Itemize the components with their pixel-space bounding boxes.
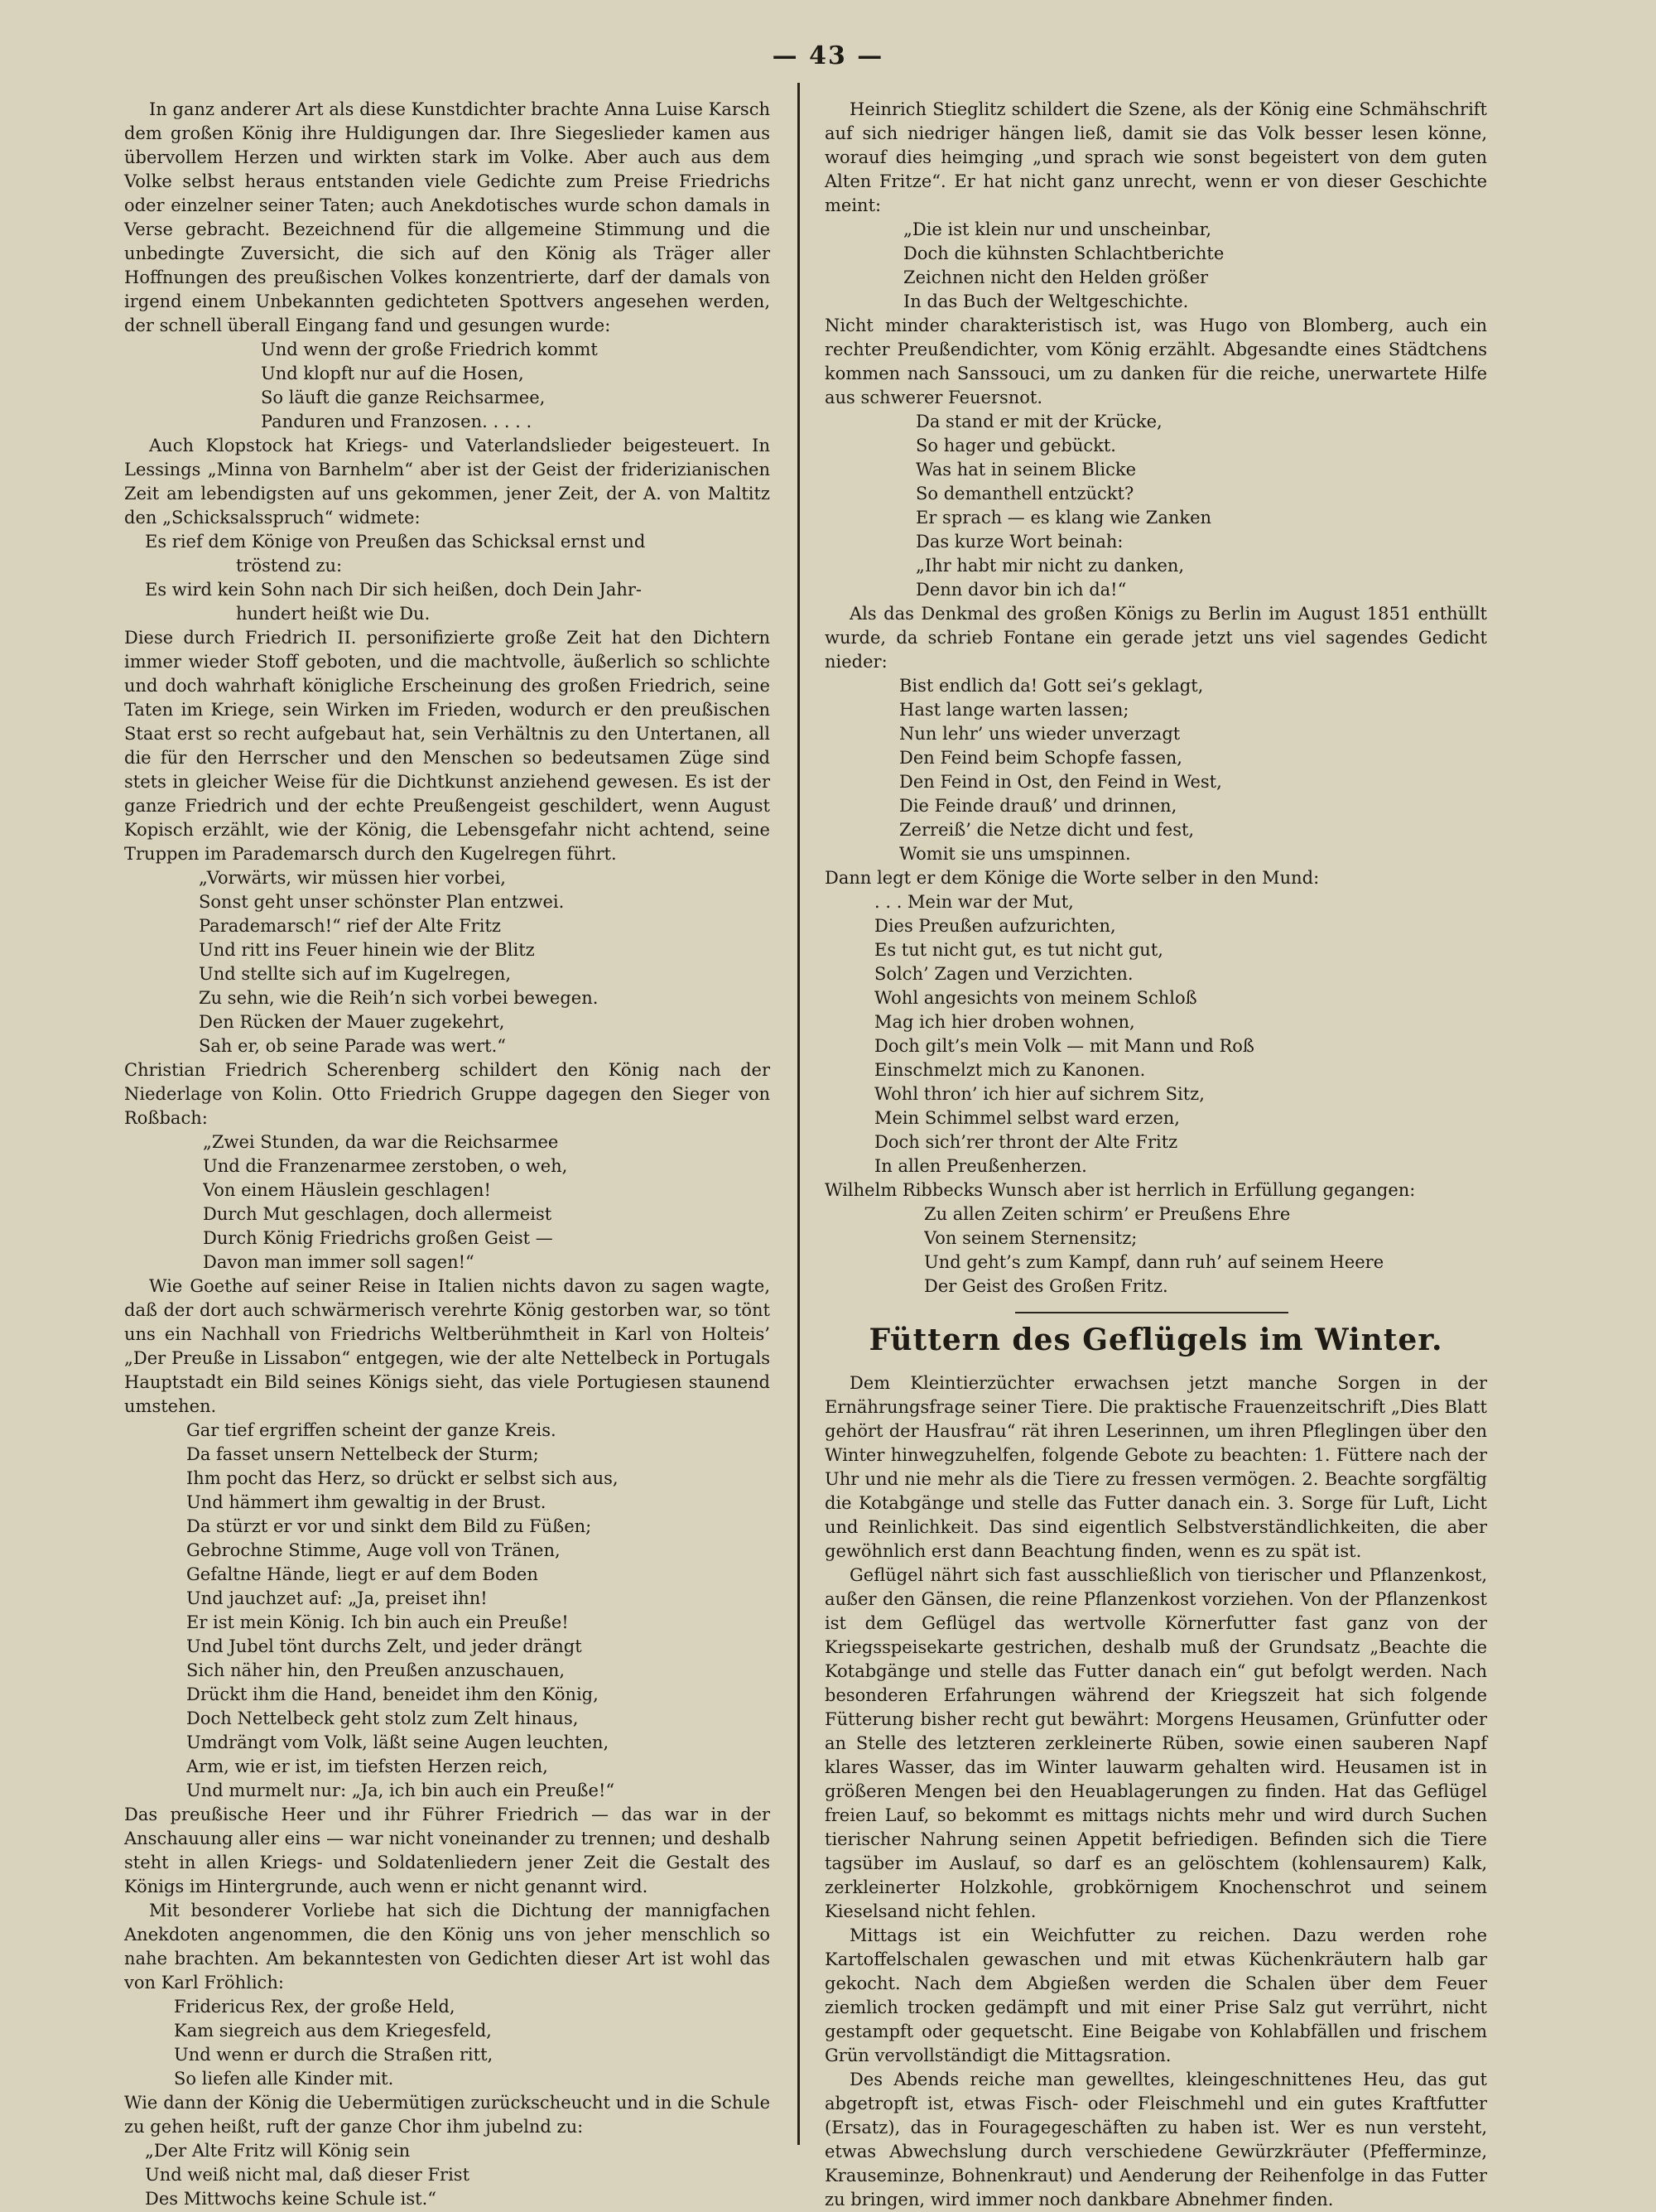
verse-line: Doch die kühnsten Schlachtberichte <box>903 243 1225 263</box>
verse-line: Kam siegreich aus dem Kriegesfeld, <box>174 2021 492 2041</box>
verse-line: Die Feinde drauß’ und drinnen, <box>899 796 1177 816</box>
paragraph: Auch Klopstock hat Kriegs- und Vaterlandslieder beigesteuert. In Lessings „Minna von Barnhelm“ aber ist der Geist der friderizianischen Zeit am lebendigsten auf uns gekommen, jener Zeit, der A. von Maltitz den „Schicksalsspruch“ widmete: <box>124 436 770 528</box>
verse-line: In das Buch der Weltgeschichte. <box>903 292 1189 311</box>
verse-line: Und wenn er durch die Straßen ritt, <box>174 2045 493 2065</box>
paragraph: Wie Goethe auf seiner Reise in Italien nichts davon zu sagen wagte, daß der dort auch schwärmerisch verehrte König gestorben war, so tönt uns ein Nachhall von Friedrichs Weltberühmtheit in Karl von Holteis’ „Der Preuße in Lissabon“ entgegen, wie der alte Nettelbeck in Portugals Hauptstadt ein Bild seines Königs sieht, das viele Portugiesen staunend umstehen. <box>124 1276 770 1416</box>
verse-line: „Die ist klein nur und unscheinbar, <box>903 219 1212 239</box>
verse-line: So demanthell entzückt? <box>916 484 1134 504</box>
verse-line: Zeichnen nicht den Helden größer <box>903 267 1209 287</box>
verse-line: Und wenn der große Friedrich kommt <box>261 340 598 359</box>
verse-line: Und stellte sich auf im Kugelregen, <box>199 964 512 984</box>
verse-line: Es tut nicht gut, es tut nicht gut, <box>874 940 1163 960</box>
verse-line: „Vorwärts, wir müssen hier vorbei, <box>199 868 506 888</box>
verse-line: Gebrochne Stimme, Auge voll von Tränen, <box>186 1540 561 1560</box>
paragraph: Als das Denkmal des großen Königs zu Berlin im August 1851 enthüllt wurde, da schrieb Fontane ein gerade jetzt uns viel sagendes Gedicht nieder: <box>825 604 1487 672</box>
paragraph: Das preußische Heer und ihr Führer Friedrich — das war in der Anschauung aller eins — war nicht voneinander zu trennen; und deshalb steht in allen Kriegs- und Soldatenliedern jener Zeit die Gestalt des Königs im Hintergrunde, auch wenn er nicht genannt wird. <box>124 1805 770 1896</box>
verse-line: Des Mittwochs keine Schule ist.“ <box>145 2189 437 2209</box>
paragraph: Des Abends reiche man gewelltes, kleingeschnittenes Heu, das gut abgetropft ist, etwas Fisch- oder Fleischmehl und ein gutes Kraftfutter (Ersatz), das in Fouragegeschäften zu haben ist. Wer es nun versteht, etwas Abwechslung durch verschiedene Gewürzkräuter (Pfefferminze, Krauseminze, Bohnenkraut) und Aenderung der Reihenfolge in das Futter zu bringen, wird immer noch dankbare Abnehmer finden. <box>825 2070 1487 2210</box>
verse-line: Dies Preußen aufzurichten, <box>874 916 1116 936</box>
paragraph: Geflügel nährt sich fast ausschließlich von tierischer und Pflanzenkost, außer den Gänsen, die reine Pflanzenkost vorziehen. Von der Pflanzenkost ist dem Geflügel das wertvolle Körnerfutter fast ganz von der Kriegsspeisekarte gestrichen, deshalb muß der Grundsatz „Beachte die Kotabgänge und stelle das Futter danach ein“ gut befolgt werden. Nach besonderen Erfahrungen während der Kriegszeit hat sich folgende Fütterung bisher recht gut bewährt: Morgens Heusamen, Grünfutter oder an Stelle des letzteren zerkleinerte Rüben, sowie einen sauberen Napf klares Wasser, das im Winter lauwarm gehalten wird. Heusamen ist in größeren Mengen bei den Heuablagerungen zu finden. Hat das Geflügel freien Lauf, so bekommt es mittags nichts mehr und wird durch Suchen tierischer Nahrung seinen Appetit befriedigen. Befinden sich die Tiere tagsüber im Auslauf, so darf es an gelöschtem (kohlensaurem) Kalk, zerkleinerter Holzkohle, grobkörnigem Knochenschrot und seinem Kieselsand nicht fehlen. <box>825 1565 1487 1921</box>
verse-line: Er ist mein König. Ich bin auch ein Preuße! <box>186 1612 569 1632</box>
verse-line: „Zwei Stunden, da war die Reichsarmee <box>203 1132 559 1152</box>
verse-line: Den Rücken der Mauer zugekehrt, <box>199 1012 505 1032</box>
left-column <box>124 98 770 2211</box>
verse-line: Wohl thron’ ich hier auf sichrem Sitz, <box>874 1084 1205 1104</box>
section-divider <box>1015 1312 1288 1313</box>
verse-line: So läuft die ganze Reichsarmee, <box>261 388 546 407</box>
verse-line: Drückt ihm die Hand, beneidet ihm den König, <box>186 1684 599 1704</box>
right-column <box>825 98 1487 2212</box>
verse-block <box>124 338 770 434</box>
verse-line: In allen Preußenherzen. <box>874 1156 1087 1176</box>
verse-block <box>825 410 1487 602</box>
paragraph: Diese durch Friedrich II. personifizierte große Zeit hat den Dichtern immer wieder Stoff geboten, und die machtvolle, äußerlich so schlichte und doch wahrhaft königliche Erscheinung des großen Friedrich, seine Taten im Kriege, sein Wirken im Frieden, wodurch er den preußischen Staat erst so recht aufgebaut hat, sein Verhältnis zu den Untertanen, all die für den Herrscher und den Menschen so bedeutsamen Züge sind stets in gleicher Weise für die Dichtkunst anziehend gewesen. Es ist der ganze Friedrich und der echte Preußengeist geschildert, wenn August Kopisch erzählt, wie der König, die Lebensgefahr nicht achtend, seine Truppen im Parademarsch durch den Kugelregen führt. <box>124 628 770 864</box>
verse-line: Solch’ Zagen und Verzichten. <box>874 964 1134 984</box>
verse-block <box>825 1202 1487 1299</box>
verse-line: Das kurze Wort beinah: <box>916 532 1124 552</box>
verse-line: Zu allen Zeiten schirm’ er Preußens Ehre <box>924 1204 1291 1224</box>
verse-block <box>124 530 770 626</box>
verse-block <box>124 1995 770 2091</box>
page-number: — 43 — <box>772 41 884 70</box>
verse-line: Parademarsch!“ rief der Alte Fritz <box>199 916 501 936</box>
verse-line: Doch Nettelbeck geht stolz zum Zelt hinaus, <box>186 1708 579 1728</box>
verse-line: Womit sie uns umspinnen. <box>899 844 1131 864</box>
verse-line: Der Geist des Großen Fritz. <box>924 1276 1168 1296</box>
verse-line: Gefaltne Hände, liegt er auf dem Boden <box>186 1564 538 1584</box>
verse-line: Den Feind beim Schopfe fassen, <box>899 748 1182 768</box>
verse-line: Nun lehr’ uns wieder unverzagt <box>899 724 1181 744</box>
verse-line: Davon man immer soll sagen!“ <box>203 1252 474 1272</box>
verse-line: „Ihr habt mir nicht zu danken, <box>916 556 1185 576</box>
paragraph: Nicht minder charakteristisch ist, was Hugo von Blomberg, auch ein rechter Preußendichter, vom König erzählt. Abgesandte eines Städtchens kommen nach Sanssouci, um zu danken für die reiche, unerwartete Hilfe aus schwerer Feuersnot. <box>825 316 1487 407</box>
paragraph: Christian Friedrich Scherenberg schildert den König nach der Niederlage von Kolin. Otto Friedrich Gruppe dagegen den Sieger von Roßbach: <box>124 1060 770 1128</box>
verse-line: Einschmelzt mich zu Kanonen. <box>874 1060 1146 1080</box>
verse-line: Zerreiß’ die Netze dicht und fest, <box>899 820 1195 840</box>
verse-line: Mein Schimmel selbst ward erzen, <box>874 1108 1180 1128</box>
verse-line: Und hämmert ihm gewaltig in der Brust. <box>186 1492 546 1512</box>
verse-line: Und murmelt nur: „Ja, ich bin auch ein Preuße!“ <box>186 1781 615 1800</box>
verse-line: Gar tief ergriffen scheint der ganze Kreis. <box>186 1420 556 1440</box>
verse-line: Durch Mut geschlagen, doch allermeist <box>203 1204 552 1224</box>
paragraph: Mittags ist ein Weichfutter zu reichen. Dazu werden rohe Kartoffelschalen gewaschen und mit etwas Küchenkräutern halb gar gekocht. Nach dem Abgießen werden die Schalen über dem Feuer ziemlich trocken gedämpft und mit einer Prise Salz gut verrührt, nicht gestampft oder gequetscht. Eine Beigabe von Kohlabfällen und frischem Grün vervollständigt die Mittagsration. <box>825 1925 1487 2065</box>
verse-line: Wohl angesichts von meinem Schloß <box>874 988 1197 1008</box>
verse-line: Hast lange warten lassen; <box>899 700 1129 720</box>
verse-line: Durch König Friedrichs großen Geist — <box>203 1228 553 1248</box>
verse-block <box>825 674 1487 866</box>
paragraph: Wie dann der König die Uebermütigen zurückscheucht und in die Schule zu gehen heißt, ruft der ganze Chor ihm jubelnd zu: <box>124 2093 770 2137</box>
verse-line: Da fasset unsern Nettelbeck der Sturm; <box>186 1444 539 1464</box>
article-heading: Füttern des Geflügels im Winter. <box>869 1323 1443 1357</box>
verse-line: So liefen alle Kinder mit. <box>174 2069 394 2089</box>
paragraph: Dem Kleintierzüchter erwachsen jetzt manche Sorgen in der Ernährungsfrage seiner Tiere. Die praktische Frauenzeitschrift „Dies Blatt gehört der Hausfrau“ rät ihren Leserinnen, um ihren Pfleglingen über den Winter hinwegzuhelfen, folgende Gebote zu beachten: 1. Füttere nach der Uhr und nie mehr als die Tiere zu fressen vermögen. 2. Beachte sorgfältig die Kotabgänge und stelle das Futter danach ein. 3. Sorge für Luft, Licht und Reinlichkeit. Das sind eigentlich Selbstverständlichkeiten, die aber gewöhnlich erst dann Beachtung finden, wenn es zu spät ist. <box>825 1373 1487 1561</box>
verse-block <box>124 866 770 1058</box>
verse-block <box>124 1419 770 1803</box>
paragraph: Wilhelm Ribbecks Wunsch aber ist herrlich in Erfüllung gegangen: <box>825 1180 1416 1200</box>
verse-line: Fridericus Rex, der große Held, <box>174 1997 455 2017</box>
paragraph: Dann legt er dem Könige die Worte selber in den Mund: <box>825 868 1320 888</box>
verse-line: Sich näher hin, den Preußen anzuschauen, <box>186 1660 566 1680</box>
paragraph: In ganz anderer Art als diese Kunstdichter brachte Anna Luise Karsch dem großen König ihre Huldigungen dar. Ihre Siegeslieder kamen aus übervollem Herzen und wirkten stark im Volke. Aber auch aus dem Volke selbst heraus entstanden viele Gedichte zum Preise Friedrichs oder einzelner seiner Taten; auch Anekdotisches wurde schon damals in Verse gebracht. Bezeichnend für die allgemeine Stimmung und die unbedingte Zuversicht, die sich auf den König als Träger aller Hoffnungen des preußischen Volkes konzentrierte, darf der damals von irgend einem Unbekannten gedichteten Spottvers angesehen werden, der schnell überall Eingang fand und gesungen wurde: <box>124 99 770 335</box>
paragraph: Heinrich Stieglitz schildert die Szene, als der König eine Schmähschrift auf sich niedriger hängen ließ, damit sie das Volk besser lesen könne, worauf dies heimging „und sprach wie sonst begeistert von dem guten Alten Fritze“. Er hat nicht ganz unrecht, wenn er von dieser Geschichte meint: <box>825 99 1487 215</box>
verse-line: „Der Alte Fritz will König sein <box>145 2141 411 2161</box>
verse-line: hundert heißt wie Du. <box>236 604 431 624</box>
verse-line: . . . Mein war der Mut, <box>874 892 1074 912</box>
verse-line: Bist endlich da! Gott sei’s geklagt, <box>899 676 1204 696</box>
verse-line: Und die Franzenarmee zerstoben, o weh, <box>203 1156 568 1176</box>
verse-line: Umdrängt vom Volk, läßt seine Augen leuchten, <box>186 1732 609 1752</box>
verse-line: Mag ich hier droben wohnen, <box>874 1012 1135 1032</box>
column-rule <box>797 83 800 2145</box>
verse-line: Von einem Häuslein geschlagen! <box>203 1180 491 1200</box>
verse-line: Zu sehn, wie die Reih’n sich vorbei bewegen. <box>199 988 599 1008</box>
verse-block <box>825 218 1487 314</box>
verse-line: Und geht’s zum Kampf, dann ruh’ auf seinem Heere <box>924 1252 1384 1272</box>
verse-line: Was hat in seinem Blicke <box>916 460 1137 480</box>
verse-line: Und weiß nicht mal, daß dieser Frist <box>145 2165 470 2185</box>
verse-block <box>124 1130 770 1275</box>
verse-line: Er sprach — es klang wie Zanken <box>916 508 1212 528</box>
verse-line: Panduren und Franzosen. . . . . <box>261 412 532 431</box>
verse-line: Da stand er mit der Krücke, <box>916 412 1163 431</box>
verse-line: Und klopft nur auf die Hosen, <box>261 364 524 383</box>
verse-line: Es wird kein Sohn nach Dir sich heißen, doch Dein Jahr- <box>145 580 643 600</box>
verse-block <box>825 890 1487 1178</box>
verse-block <box>124 2139 770 2211</box>
verse-line: Doch gilt’s mein Volk — mit Mann und Roß <box>874 1036 1254 1056</box>
verse-line: tröstend zu: <box>236 556 343 576</box>
verse-line: Von seinem Sternensitz; <box>924 1228 1138 1248</box>
verse-line: Ihm pocht das Herz, so drückt er selbst sich aus, <box>186 1468 619 1488</box>
verse-line: Denn davor bin ich da!“ <box>916 580 1127 600</box>
verse-line: Den Feind in Ost, den Feind in West, <box>899 772 1222 792</box>
verse-line: So hager und gebückt. <box>916 436 1116 455</box>
verse-line: Sah er, ob seine Parade was wert.“ <box>199 1036 506 1056</box>
verse-line: Doch sich’rer thront der Alte Fritz <box>874 1132 1178 1152</box>
verse-line: Und ritt ins Feuer hinein wie der Blitz <box>199 940 535 960</box>
verse-line: Und jauchzet auf: „Ja, preiset ihn! <box>186 1588 488 1608</box>
verse-line: Und Jubel tönt durchs Zelt, und jeder drängt <box>186 1636 582 1656</box>
verse-line: Es rief dem Könige von Preußen das Schicksal ernst und <box>145 532 646 552</box>
verse-line: Sonst geht unser schönster Plan entzwei. <box>199 892 565 912</box>
verse-line: Da stürzt er vor und sinkt dem Bild zu Füßen; <box>186 1516 592 1536</box>
paragraph: Mit besonderer Vorliebe hat sich die Dichtung der mannigfachen Anekdoten angenommen, die den König uns von jeher menschlich so nahe brachten. Am bekanntesten von Gedichten dieser Art ist wohl das von Karl Fröhlich: <box>124 1901 770 1993</box>
verse-line: Arm, wie er ist, im tiefsten Herzen reich, <box>186 1757 548 1776</box>
